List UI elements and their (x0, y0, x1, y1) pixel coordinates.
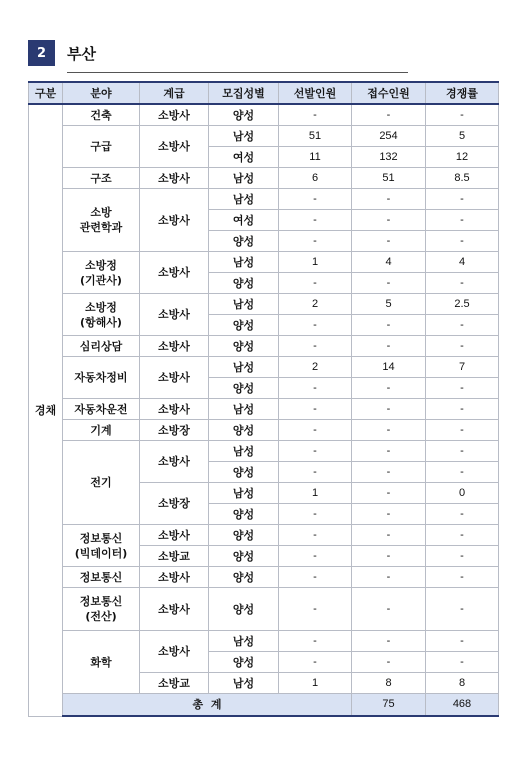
selected-cell: - (279, 378, 352, 399)
applied-cell: - (352, 399, 426, 420)
header-field: 분야 (63, 82, 140, 104)
ratio-cell: - (426, 378, 499, 399)
applied-cell: 14 (352, 357, 426, 378)
ratio-cell: - (426, 315, 499, 336)
applied-cell: - (352, 525, 426, 546)
rank-cell: 소방사 (140, 189, 209, 252)
ratio-cell: - (426, 462, 499, 483)
selected-cell: 2 (279, 357, 352, 378)
ratio-cell: - (426, 231, 499, 252)
total-selected: 75 (352, 694, 426, 717)
selected-cell: - (279, 462, 352, 483)
section-title: 부산 (67, 44, 96, 63)
field-line: 소방정 (85, 258, 117, 272)
ratio-cell: - (426, 104, 499, 126)
selected-cell: - (279, 336, 352, 357)
rank-cell: 소방사 (140, 357, 209, 399)
table-row (29, 357, 499, 378)
table-row (29, 420, 499, 441)
ratio-cell: 2.5 (426, 294, 499, 315)
field-line: 소방정 (85, 300, 117, 314)
rank-cell: 소방교 (140, 546, 209, 567)
field-cell: 전기 (63, 441, 140, 525)
selected-cell: 51 (279, 126, 352, 147)
gender-cell: 남성 (209, 673, 279, 694)
header-category: 구분 (29, 82, 63, 104)
selected-cell: 2 (279, 294, 352, 315)
field-cell: 심리상담 (63, 336, 140, 357)
gender-cell: 양성 (209, 546, 279, 567)
gender-cell: 남성 (209, 189, 279, 210)
gender-cell: 남성 (209, 126, 279, 147)
ratio-cell: - (426, 525, 499, 546)
selected-cell: - (279, 631, 352, 652)
table-row (29, 631, 499, 652)
table-row (29, 588, 499, 631)
ratio-cell: 8 (426, 673, 499, 694)
total-applied: 468 (426, 694, 499, 717)
applied-cell: 4 (352, 252, 426, 273)
rank-cell: 소방사 (140, 399, 209, 420)
selected-cell: - (279, 189, 352, 210)
applied-cell: - (352, 210, 426, 231)
section-header (28, 40, 96, 66)
table-row (29, 525, 499, 546)
applied-cell: 8 (352, 673, 426, 694)
applied-cell: 132 (352, 147, 426, 168)
field-line: 관련학과 (79, 221, 123, 234)
selected-cell: - (279, 567, 352, 588)
field-cell (63, 525, 140, 567)
gender-cell: 여성 (209, 147, 279, 168)
field-line: (빅데이터) (74, 546, 128, 560)
field-line: (기관사) (80, 273, 122, 287)
gender-cell: 양성 (209, 231, 279, 252)
applied-cell: - (352, 567, 426, 588)
ratio-cell: 8.5 (426, 168, 499, 189)
table-row (29, 336, 499, 357)
selected-cell: - (279, 504, 352, 525)
gender-cell: 남성 (209, 631, 279, 652)
ratio-cell: - (426, 588, 499, 631)
gender-cell: 남성 (209, 441, 279, 462)
applied-cell: - (352, 483, 426, 504)
field-cell (63, 588, 140, 631)
ratio-cell: - (426, 652, 499, 673)
header-ratio: 경쟁률 (426, 82, 499, 104)
gender-cell: 양성 (209, 420, 279, 441)
selected-cell: - (279, 588, 352, 631)
gender-cell: 양성 (209, 652, 279, 673)
field-cell: 화학 (63, 631, 140, 694)
field-cell: 건축 (63, 104, 140, 126)
table-row (29, 126, 499, 147)
field-cell (63, 294, 140, 336)
rank-cell: 소방사 (140, 588, 209, 631)
selected-cell: 6 (279, 168, 352, 189)
gender-cell: 양성 (209, 567, 279, 588)
gender-cell: 양성 (209, 525, 279, 546)
gender-cell: 남성 (209, 294, 279, 315)
gender-cell: 남성 (209, 483, 279, 504)
selected-cell: - (279, 441, 352, 462)
rank-cell: 소방사 (140, 252, 209, 294)
header-gender: 모집성별 (209, 82, 279, 104)
field-line: 소방 (90, 206, 112, 219)
gender-cell: 남성 (209, 252, 279, 273)
field-cell (63, 252, 140, 294)
field-line: (전산) (85, 610, 117, 623)
ratio-cell: - (426, 546, 499, 567)
rank-cell: 소방장 (140, 420, 209, 441)
selected-cell: - (279, 652, 352, 673)
rank-cell: 소방사 (140, 567, 209, 588)
ratio-cell: 5 (426, 126, 499, 147)
field-line: (항해사) (80, 315, 122, 329)
gender-cell: 남성 (209, 357, 279, 378)
selected-cell: - (279, 546, 352, 567)
selected-cell: - (279, 420, 352, 441)
gender-cell: 남성 (209, 168, 279, 189)
rank-cell: 소방사 (140, 168, 209, 189)
ratio-cell: - (426, 567, 499, 588)
selected-cell: 11 (279, 147, 352, 168)
table-row (29, 567, 499, 588)
ratio-cell: - (426, 210, 499, 231)
applied-cell: - (352, 652, 426, 673)
gender-cell: 양성 (209, 336, 279, 357)
gender-cell: 양성 (209, 504, 279, 525)
applied-cell: - (352, 315, 426, 336)
category-group: 경채 (29, 104, 63, 716)
ratio-cell: 0 (426, 483, 499, 504)
ratio-cell: - (426, 504, 499, 525)
gender-cell: 양성 (209, 315, 279, 336)
applied-cell: - (352, 546, 426, 567)
table-header-row (29, 82, 499, 104)
ratio-cell: - (426, 399, 499, 420)
ratio-cell: - (426, 441, 499, 462)
field-cell (63, 189, 140, 252)
field-cell: 자동차정비 (63, 357, 140, 399)
applied-cell: - (352, 420, 426, 441)
applied-cell: 254 (352, 126, 426, 147)
rank-cell: 소방사 (140, 631, 209, 673)
ratio-cell: - (426, 189, 499, 210)
gender-cell: 남성 (209, 399, 279, 420)
header-selected: 선발인원 (279, 82, 352, 104)
applied-cell: - (352, 504, 426, 525)
rank-cell: 소방사 (140, 294, 209, 336)
applied-cell: - (352, 588, 426, 631)
applied-cell: 51 (352, 168, 426, 189)
ratio-cell: 4 (426, 252, 499, 273)
table-row (29, 294, 499, 315)
rank-cell: 소방장 (140, 483, 209, 525)
selected-cell: - (279, 231, 352, 252)
selected-cell: - (279, 399, 352, 420)
ratio-cell: - (426, 336, 499, 357)
applied-cell: - (352, 336, 426, 357)
selected-cell: 1 (279, 673, 352, 694)
table-row (29, 189, 499, 210)
table-row (29, 104, 499, 126)
table-row (29, 168, 499, 189)
selected-cell: - (279, 525, 352, 546)
section-title-underline (67, 72, 408, 73)
applied-cell: - (352, 631, 426, 652)
gender-cell: 양성 (209, 104, 279, 126)
header-rank: 계급 (140, 82, 209, 104)
table-row (29, 441, 499, 462)
table-row (29, 399, 499, 420)
ratio-cell: 7 (426, 357, 499, 378)
applied-cell: - (352, 104, 426, 126)
ratio-cell: - (426, 631, 499, 652)
applied-cell: - (352, 462, 426, 483)
recruitment-table (28, 81, 499, 717)
rank-cell: 소방사 (140, 104, 209, 126)
applied-cell: - (352, 189, 426, 210)
applied-cell: - (352, 378, 426, 399)
ratio-cell: 12 (426, 147, 499, 168)
header-applied: 접수인원 (352, 82, 426, 104)
ratio-cell: - (426, 420, 499, 441)
total-row (29, 694, 499, 717)
rank-cell: 소방사 (140, 441, 209, 483)
rank-cell: 소방사 (140, 336, 209, 357)
section-number-badge: 2 (28, 40, 55, 66)
gender-cell: 양성 (209, 273, 279, 294)
ratio-cell: - (426, 273, 499, 294)
gender-cell: 양성 (209, 588, 279, 631)
field-cell: 구급 (63, 126, 140, 168)
field-line: 정보통신 (79, 595, 123, 608)
gender-cell: 양성 (209, 378, 279, 399)
field-cell: 구조 (63, 168, 140, 189)
selected-cell: - (279, 315, 352, 336)
selected-cell: - (279, 104, 352, 126)
field-cell: 자동차운전 (63, 399, 140, 420)
rank-cell: 소방사 (140, 126, 209, 168)
selected-cell: - (279, 273, 352, 294)
field-cell: 기계 (63, 420, 140, 441)
gender-cell: 양성 (209, 462, 279, 483)
selected-cell: 1 (279, 252, 352, 273)
applied-cell: 5 (352, 294, 426, 315)
field-line: 정보통신 (79, 531, 123, 545)
selected-cell: 1 (279, 483, 352, 504)
selected-cell: - (279, 210, 352, 231)
applied-cell: - (352, 441, 426, 462)
rank-cell: 소방사 (140, 525, 209, 546)
total-label: 총 계 (63, 694, 352, 717)
field-cell: 정보통신 (63, 567, 140, 588)
table-row (29, 252, 499, 273)
rank-cell: 소방교 (140, 673, 209, 694)
applied-cell: - (352, 273, 426, 294)
applied-cell: - (352, 231, 426, 252)
gender-cell: 여성 (209, 210, 279, 231)
